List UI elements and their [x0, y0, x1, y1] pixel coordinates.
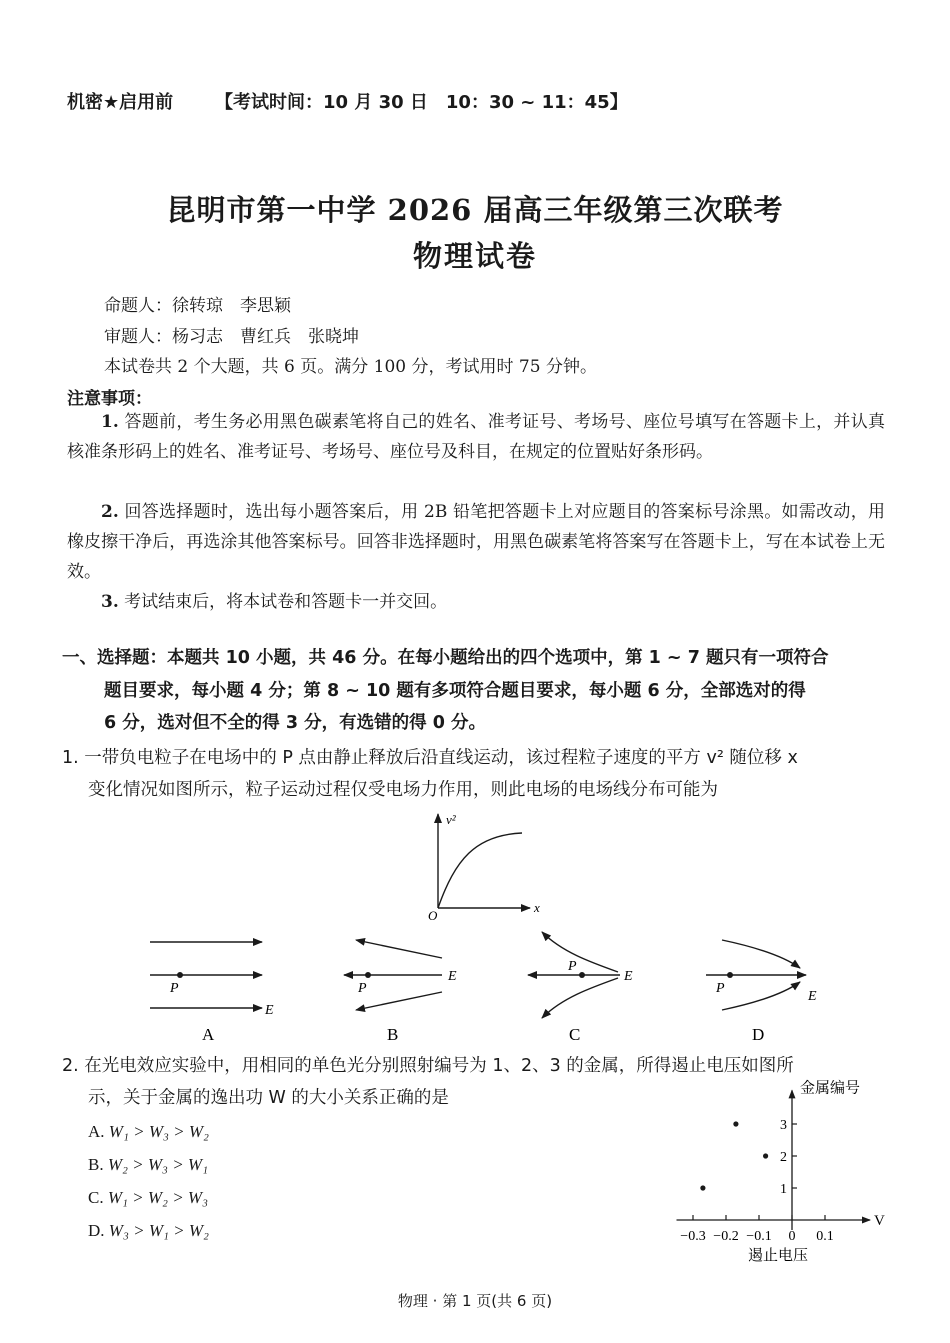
notice-num: 2. — [101, 502, 119, 522]
exam-info: 本试卷共 2 个大题，共 6 页。满分 100 分，考试用时 75 分钟。 — [104, 357, 597, 377]
section-heading-3: 6 分，选对但不全的得 3 分，有选错的得 0 分。 — [104, 713, 486, 733]
question-1-line1: 1. 一带负电粒子在电场中的 P 点由静止释放后沿直线运动，该过程粒子速度的平方 v² 随位移 x — [62, 748, 798, 768]
q2-option-b[interactable] — [88, 1155, 208, 1175]
point-p-dot — [177, 972, 183, 978]
y-tick-label: 2 — [780, 1150, 787, 1165]
chart-points — [700, 1121, 768, 1190]
field-option-a — [150, 942, 274, 1044]
stopping-voltage-chart — [660, 1078, 900, 1278]
notice-item-1 — [67, 407, 885, 467]
field-option-b — [344, 940, 457, 1044]
question-1-line2: 变化情况如图所示，粒子运动过程仅受电场力作用，则此电场的电场线分布可能为 — [88, 780, 718, 800]
option-letter: C. — [88, 1188, 104, 1207]
graph-origin: O — [428, 908, 438, 923]
point-p-label: P — [170, 981, 179, 996]
x-tick-label: 0.1 — [816, 1229, 834, 1244]
v2-curve — [438, 833, 522, 908]
q2-option-a[interactable] — [88, 1122, 209, 1142]
reviewer-line: 审题人：杨习志 曹红兵 张晓坤 — [104, 327, 359, 347]
field-line — [542, 978, 618, 1018]
chart-ylabel: 金属编号 — [800, 1080, 861, 1097]
field-e-label: E — [265, 1003, 274, 1018]
y-tick-label: 1 — [780, 1182, 787, 1197]
point-p-label: P — [716, 981, 725, 996]
graph-xlabel: x — [534, 900, 540, 915]
data-point — [733, 1121, 738, 1126]
y-tick-label: 3 — [780, 1118, 787, 1133]
point-p-dot — [727, 972, 733, 978]
notice-text: 答题前，考生务必用黑色碳素笔将自己的姓名、准考证号、考场号、座位号填写在答题卡上，并认真核准条形码上的姓名、准考证号、考场号、座位号及科目，在规定的位置贴好条形码。 — [67, 412, 885, 462]
option-letter: B. — [88, 1155, 104, 1174]
page-footer: 物理 · 第 1 页(共 6 页) — [397, 1292, 553, 1310]
option-b-label: B — [387, 1025, 399, 1044]
option-text: W₂ > W₃ > W₁ — [107, 1155, 209, 1174]
secret-label: 机密★启用前 — [67, 92, 174, 113]
x-tick-label: 0 — [788, 1229, 796, 1244]
notice-text: 回答选择题时，选出每小题答案后，用 2B 铅笔把答题卡上对应题目的答案标号涂黑。如需改动，用橡皮擦干净后，再选涂其他答案标号。回答非选择题时，用黑色碳素笔将答案写在答题卡上，写在本试卷上无效。 — [67, 502, 885, 582]
question-2-line2: 示，关于金属的逸出功 W 的大小关系正确的是 — [88, 1088, 449, 1108]
q2-option-c[interactable] — [88, 1188, 208, 1208]
v2-x-graph — [428, 812, 540, 923]
option-c-label: C — [569, 1025, 581, 1044]
point-p-dot — [579, 972, 585, 978]
field-e-label: E — [448, 969, 457, 984]
section-heading: 一、选择题：本题共 10 小题，共 46 分。在每小题给出的四个选项中，第 1 ~ 7 题只有一项符合 — [62, 648, 829, 668]
option-text: W₁ > W₃ > W₂ — [108, 1122, 209, 1141]
exam-time: 【考试时间：10 月 30 日 10：30 ~ 11：45】 — [215, 92, 628, 113]
field-line — [356, 940, 442, 958]
data-point — [763, 1153, 768, 1158]
field-line — [722, 940, 800, 968]
notice-item-3 — [67, 587, 885, 617]
point-p-label: P — [568, 959, 577, 974]
field-option-d — [706, 940, 817, 1044]
chart-axes — [677, 1090, 871, 1230]
x-tick-label: −0.1 — [746, 1229, 772, 1244]
option-text: W₃ > W₁ > W₂ — [108, 1221, 209, 1240]
option-letter: A. — [88, 1122, 105, 1141]
q2-option-d[interactable] — [88, 1221, 209, 1241]
x-tick-label: −0.3 — [680, 1229, 706, 1244]
field-e-label: E — [624, 969, 633, 984]
graph-ylabel: v² — [446, 812, 456, 827]
notice-heading: 注意事项： — [67, 389, 152, 409]
field-line — [542, 932, 618, 972]
exam-title: 昆明市第一中学 2026 届高三年级第三次联考 — [166, 193, 784, 227]
field-option-c — [528, 932, 633, 1044]
field-line — [722, 982, 800, 1010]
option-text: W₁ > W₂ > W₃ — [107, 1188, 209, 1207]
option-d-label: D — [752, 1025, 765, 1044]
notice-num: 1. — [101, 412, 119, 432]
point-p-label: P — [358, 981, 367, 996]
notice-item-2 — [67, 497, 885, 587]
chart-xlabel: 遏止电压 — [748, 1248, 809, 1264]
question-1-figure — [0, 800, 950, 1050]
point-p-dot — [365, 972, 371, 978]
data-point — [700, 1185, 705, 1190]
question-2-line1: 2. 在光电效应实验中，用相同的单色光分别照射编号为 1、2、3 的金属，所得遏止电压如图所 — [62, 1056, 794, 1076]
chart-ticks — [680, 1118, 833, 1244]
exam-subject: 物理试卷 — [412, 239, 537, 273]
option-letter: D. — [88, 1221, 105, 1240]
notice-num: 3. — [101, 592, 119, 612]
field-e-label: E — [808, 989, 817, 1004]
section-heading-2: 题目要求，每小题 4 分；第 8 ~ 10 题有多项符合题目要求，每小题 6 分，全部选对的得 — [104, 681, 806, 701]
field-line — [356, 992, 442, 1010]
option-a-label: A — [202, 1025, 215, 1044]
setter-line: 命题人：徐转琼 李思颖 — [104, 296, 291, 316]
x-tick-label: −0.2 — [713, 1229, 739, 1244]
notice-text: 考试结束后，将本试卷和答题卡一并交回。 — [118, 592, 448, 612]
chart-x-unit: V — [874, 1213, 885, 1229]
